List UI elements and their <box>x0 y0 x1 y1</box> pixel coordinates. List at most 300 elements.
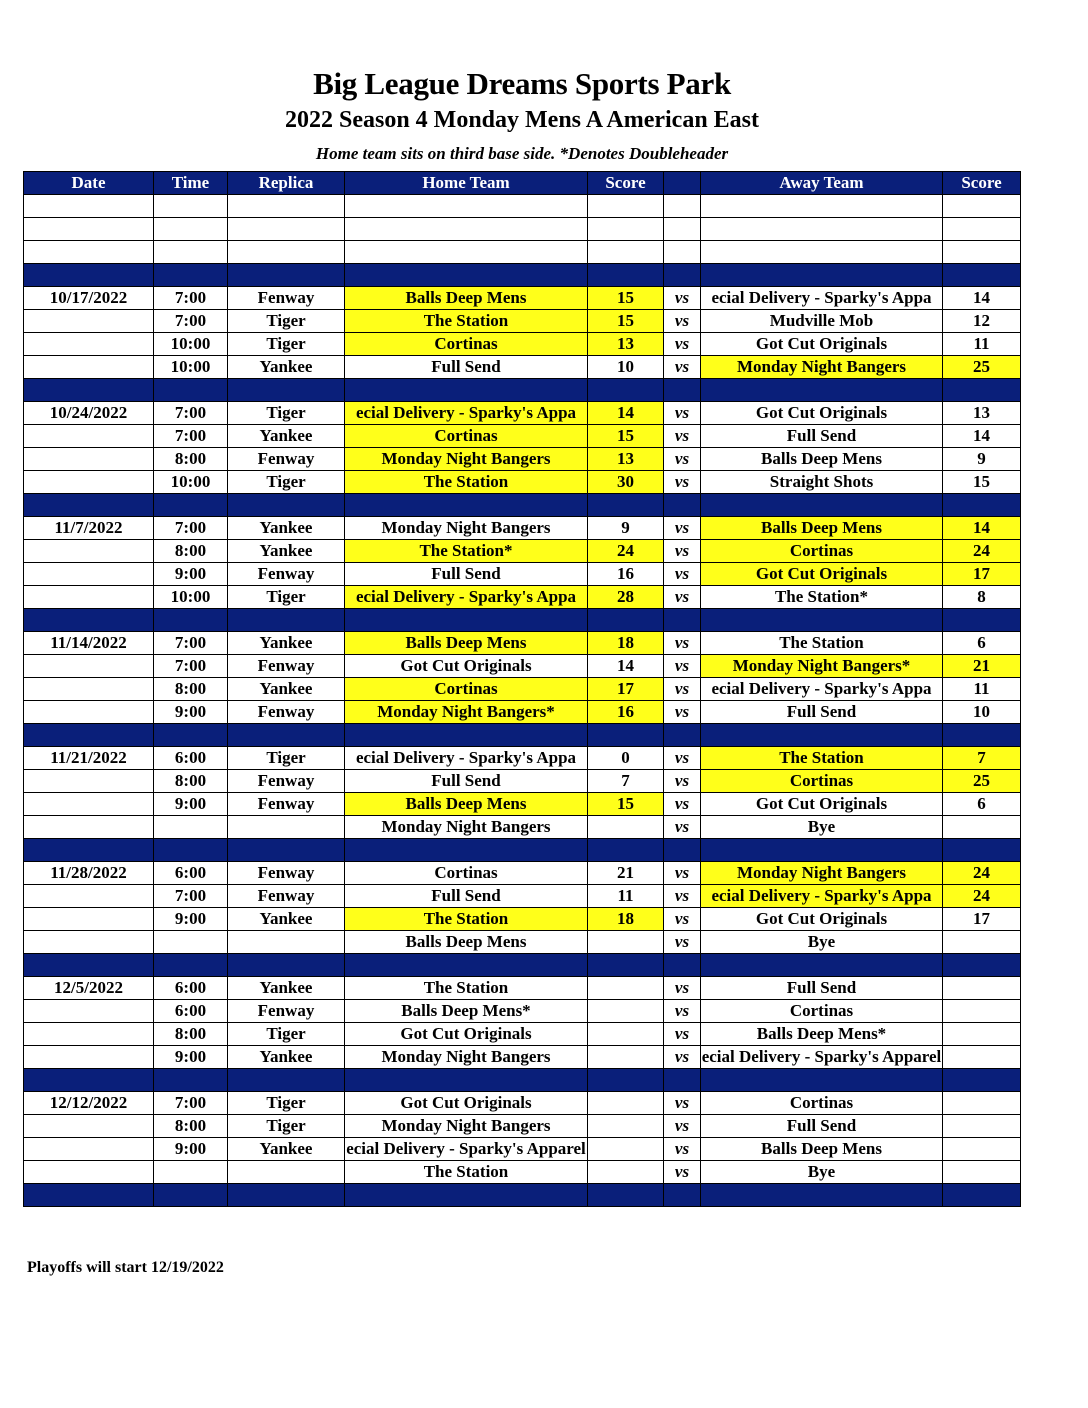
date-cell <box>24 1000 154 1023</box>
away-team-cell: Full Send <box>701 701 943 724</box>
date-cell <box>24 816 154 839</box>
replica-cell: Tiger <box>228 1023 345 1046</box>
date-cell: 12/5/2022 <box>24 977 154 1000</box>
date-cell <box>24 540 154 563</box>
home-score-cell: 24 <box>588 540 664 563</box>
table-row <box>24 402 1021 425</box>
home-score-cell: 16 <box>588 701 664 724</box>
home-score-cell: 9 <box>588 517 664 540</box>
away-team-cell: The Station <box>701 632 943 655</box>
date-cell <box>24 885 154 908</box>
home-team-cell: Full Send <box>345 563 588 586</box>
table-row <box>24 908 1021 931</box>
home-score-cell: 11 <box>588 885 664 908</box>
away-score-cell <box>943 1161 1021 1184</box>
away-score-cell <box>943 724 1021 747</box>
table-row <box>24 1023 1021 1046</box>
home-score-cell: 18 <box>588 632 664 655</box>
vs-cell: vs <box>664 655 701 678</box>
away-team-cell: Cortinas <box>701 770 943 793</box>
time-cell: 8:00 <box>154 540 228 563</box>
away-team-cell: ecial Delivery - Sparky's Appa <box>701 885 943 908</box>
table-row <box>24 1138 1021 1161</box>
time-cell: 7:00 <box>154 1092 228 1115</box>
table-row <box>24 287 1021 310</box>
home-team-cell: Full Send <box>345 885 588 908</box>
replica-cell: Yankee <box>228 517 345 540</box>
away-score-cell: 25 <box>943 356 1021 379</box>
away-score-cell: 25 <box>943 770 1021 793</box>
date-cell <box>24 218 154 241</box>
home-score-cell: 14 <box>588 402 664 425</box>
away-score-cell: 15 <box>943 471 1021 494</box>
playoffs-note: Playoffs will start 12/19/2022 <box>27 1259 224 1276</box>
replica-cell: Fenway <box>228 793 345 816</box>
away-score-cell: 24 <box>943 885 1021 908</box>
home-score-cell <box>588 1184 664 1207</box>
date-cell <box>24 586 154 609</box>
time-cell: 10:00 <box>154 586 228 609</box>
blank-row <box>24 218 1021 241</box>
replica-cell <box>228 195 345 218</box>
home-score-cell <box>588 1161 664 1184</box>
home-team-cell <box>345 954 588 977</box>
replica-cell: Yankee <box>228 908 345 931</box>
away-team-cell <box>701 609 943 632</box>
time-cell: 8:00 <box>154 1115 228 1138</box>
replica-cell: Yankee <box>228 540 345 563</box>
table-row <box>24 563 1021 586</box>
vs-cell: vs <box>664 862 701 885</box>
vs-cell: vs <box>664 540 701 563</box>
away-score-cell <box>943 1046 1021 1069</box>
away-team-cell: Monday Night Bangers <box>701 862 943 885</box>
away-score-cell <box>943 1138 1021 1161</box>
away-team-cell: Bye <box>701 816 943 839</box>
schedule-note: Home team sits on third base side. *Denotes Doubleheader <box>315 144 729 163</box>
table-row <box>24 425 1021 448</box>
vs-cell <box>664 379 701 402</box>
date-cell <box>24 1161 154 1184</box>
date-cell: 10/17/2022 <box>24 287 154 310</box>
replica-cell <box>228 931 345 954</box>
vs-cell: vs <box>664 448 701 471</box>
away-team-cell <box>701 195 943 218</box>
table-row <box>24 310 1021 333</box>
replica-cell: Fenway <box>228 287 345 310</box>
date-cell <box>24 1115 154 1138</box>
replica-cell <box>228 1069 345 1092</box>
date-cell <box>24 356 154 379</box>
home-score-cell: 17 <box>588 678 664 701</box>
table-row <box>24 517 1021 540</box>
home-team-cell <box>345 1184 588 1207</box>
replica-cell <box>228 1184 345 1207</box>
date-cell <box>24 448 154 471</box>
away-score-cell <box>943 839 1021 862</box>
home-score-cell <box>588 218 664 241</box>
away-score-cell: 9 <box>943 448 1021 471</box>
home-team-cell: Cortinas <box>345 425 588 448</box>
vs-cell <box>664 218 701 241</box>
time-cell: 10:00 <box>154 471 228 494</box>
away-team-cell: Balls Deep Mens <box>701 517 943 540</box>
home-team-cell <box>345 241 588 264</box>
vs-cell: vs <box>664 1092 701 1115</box>
replica-cell <box>228 494 345 517</box>
away-score-cell <box>943 1115 1021 1138</box>
home-score-cell <box>588 379 664 402</box>
replica-cell: Yankee <box>228 1046 345 1069</box>
home-team-cell: The Station* <box>345 540 588 563</box>
date-cell <box>24 563 154 586</box>
vs-cell: vs <box>664 1023 701 1046</box>
date-cell <box>24 931 154 954</box>
replica-cell: Tiger <box>228 747 345 770</box>
away-score-cell <box>943 1092 1021 1115</box>
vs-cell: vs <box>664 333 701 356</box>
replica-cell: Yankee <box>228 425 345 448</box>
home-team-cell: The Station <box>345 471 588 494</box>
vs-cell: vs <box>664 287 701 310</box>
home-score-cell: 14 <box>588 655 664 678</box>
home-score-cell: 18 <box>588 908 664 931</box>
vs-cell: vs <box>664 517 701 540</box>
away-score-cell: 14 <box>943 287 1021 310</box>
away-team-cell: Full Send <box>701 977 943 1000</box>
vs-cell: vs <box>664 977 701 1000</box>
home-team-cell: The Station <box>345 1161 588 1184</box>
home-score-cell: 16 <box>588 563 664 586</box>
vs-cell <box>664 609 701 632</box>
home-score-cell <box>588 954 664 977</box>
vs-cell <box>664 195 701 218</box>
vs-cell <box>664 494 701 517</box>
home-team-cell: Balls Deep Mens* <box>345 1000 588 1023</box>
home-score-cell <box>588 1000 664 1023</box>
away-team-cell: Bye <box>701 931 943 954</box>
away-score-cell: 7 <box>943 747 1021 770</box>
away-team-cell: Straight Shots <box>701 471 943 494</box>
table-row <box>24 678 1021 701</box>
table-row <box>24 471 1021 494</box>
column-header-home-team: Home Team <box>345 172 588 195</box>
away-team-cell: ecial Delivery - Sparky's Apparel <box>701 1046 943 1069</box>
time-cell: 9:00 <box>154 701 228 724</box>
home-team-cell <box>345 264 588 287</box>
home-score-cell <box>588 195 664 218</box>
time-cell: 8:00 <box>154 1023 228 1046</box>
home-score-cell: 21 <box>588 862 664 885</box>
vs-cell: vs <box>664 770 701 793</box>
away-team-cell <box>701 379 943 402</box>
page-title: Big League Dreams Sports Park <box>313 66 731 101</box>
replica-cell: Yankee <box>228 678 345 701</box>
home-score-cell <box>588 977 664 1000</box>
replica-cell: Fenway <box>228 701 345 724</box>
table-row <box>24 586 1021 609</box>
column-header-home-score: Score <box>588 172 664 195</box>
time-cell <box>154 241 228 264</box>
home-score-cell <box>588 1023 664 1046</box>
table-row <box>24 356 1021 379</box>
replica-cell: Tiger <box>228 1115 345 1138</box>
table-row <box>24 885 1021 908</box>
vs-cell <box>664 241 701 264</box>
date-cell <box>24 241 154 264</box>
replica-cell: Fenway <box>228 1000 345 1023</box>
away-score-cell <box>943 1184 1021 1207</box>
away-score-cell <box>943 977 1021 1000</box>
vs-cell <box>664 264 701 287</box>
away-team-cell: ecial Delivery - Sparky's Appa <box>701 678 943 701</box>
vs-cell: vs <box>664 1138 701 1161</box>
date-cell <box>24 494 154 517</box>
table-row <box>24 701 1021 724</box>
replica-cell: Fenway <box>228 655 345 678</box>
away-score-cell <box>943 954 1021 977</box>
column-header-date: Date <box>24 172 154 195</box>
vs-cell: vs <box>664 1115 701 1138</box>
home-score-cell: 13 <box>588 333 664 356</box>
date-cell <box>24 1184 154 1207</box>
time-cell <box>154 494 228 517</box>
away-team-cell: Got Cut Originals <box>701 563 943 586</box>
time-cell <box>154 1161 228 1184</box>
time-cell: 6:00 <box>154 862 228 885</box>
time-cell <box>154 816 228 839</box>
replica-cell: Yankee <box>228 356 345 379</box>
home-team-cell: ecial Delivery - Sparky's Appa <box>345 402 588 425</box>
date-cell <box>24 1046 154 1069</box>
table-row <box>24 632 1021 655</box>
date-cell <box>24 379 154 402</box>
time-cell: 7:00 <box>154 287 228 310</box>
replica-cell: Yankee <box>228 1138 345 1161</box>
date-cell <box>24 655 154 678</box>
table-row <box>24 1000 1021 1023</box>
table-row <box>24 333 1021 356</box>
vs-cell <box>664 724 701 747</box>
replica-cell <box>228 609 345 632</box>
time-cell: 7:00 <box>154 402 228 425</box>
vs-cell: vs <box>664 471 701 494</box>
home-score-cell <box>588 816 664 839</box>
away-team-cell <box>701 954 943 977</box>
week-separator-row <box>24 494 1021 517</box>
table-row <box>24 1115 1021 1138</box>
replica-cell <box>228 218 345 241</box>
away-team-cell <box>701 494 943 517</box>
away-team-cell <box>701 241 943 264</box>
time-cell <box>154 1184 228 1207</box>
away-team-cell <box>701 264 943 287</box>
home-team-cell <box>345 609 588 632</box>
home-score-cell: 15 <box>588 793 664 816</box>
away-team-cell: Bye <box>701 1161 943 1184</box>
home-score-cell: 15 <box>588 310 664 333</box>
home-team-cell: Cortinas <box>345 862 588 885</box>
vs-cell <box>664 954 701 977</box>
away-team-cell: The Station <box>701 747 943 770</box>
home-score-cell <box>588 241 664 264</box>
time-cell: 9:00 <box>154 563 228 586</box>
date-cell <box>24 425 154 448</box>
away-score-cell <box>943 1000 1021 1023</box>
home-team-cell <box>345 218 588 241</box>
away-score-cell: 6 <box>943 632 1021 655</box>
home-score-cell: 30 <box>588 471 664 494</box>
vs-cell: vs <box>664 425 701 448</box>
table-row <box>24 770 1021 793</box>
away-score-cell: 6 <box>943 793 1021 816</box>
away-score-cell: 14 <box>943 425 1021 448</box>
away-team-cell <box>701 839 943 862</box>
date-cell: 11/28/2022 <box>24 862 154 885</box>
time-cell: 7:00 <box>154 885 228 908</box>
home-score-cell <box>588 1069 664 1092</box>
away-team-cell: Balls Deep Mens <box>701 1138 943 1161</box>
home-score-cell: 13 <box>588 448 664 471</box>
time-cell: 10:00 <box>154 333 228 356</box>
time-cell: 9:00 <box>154 1046 228 1069</box>
replica-cell: Tiger <box>228 586 345 609</box>
time-cell <box>154 839 228 862</box>
date-cell <box>24 701 154 724</box>
table-row <box>24 448 1021 471</box>
vs-cell: vs <box>664 747 701 770</box>
home-team-cell: Got Cut Originals <box>345 1092 588 1115</box>
date-cell: 11/14/2022 <box>24 632 154 655</box>
away-score-cell <box>943 218 1021 241</box>
time-cell <box>154 1069 228 1092</box>
away-score-cell <box>943 1023 1021 1046</box>
away-score-cell <box>943 379 1021 402</box>
home-team-cell <box>345 494 588 517</box>
vs-cell: vs <box>664 632 701 655</box>
replica-cell <box>228 1161 345 1184</box>
home-team-cell: Balls Deep Mens <box>345 287 588 310</box>
week-separator-row <box>24 839 1021 862</box>
vs-cell: vs <box>664 1046 701 1069</box>
column-header-away-team: Away Team <box>701 172 943 195</box>
home-score-cell <box>588 839 664 862</box>
away-team-cell: Got Cut Originals <box>701 908 943 931</box>
date-cell <box>24 954 154 977</box>
week-separator-row <box>24 379 1021 402</box>
vs-cell: vs <box>664 1161 701 1184</box>
week-separator-row <box>24 954 1021 977</box>
table-row <box>24 816 1021 839</box>
away-team-cell: Got Cut Originals <box>701 793 943 816</box>
vs-cell: vs <box>664 586 701 609</box>
time-cell: 7:00 <box>154 655 228 678</box>
date-cell: 11/21/2022 <box>24 747 154 770</box>
week-separator-row <box>24 1184 1021 1207</box>
date-cell <box>24 724 154 747</box>
away-team-cell: Got Cut Originals <box>701 402 943 425</box>
vs-cell: vs <box>664 931 701 954</box>
date-cell <box>24 1138 154 1161</box>
home-score-cell <box>588 1115 664 1138</box>
column-header-away-score: Score <box>943 172 1021 195</box>
vs-cell: vs <box>664 678 701 701</box>
schedule-table <box>23 171 1021 1207</box>
date-cell: 12/12/2022 <box>24 1092 154 1115</box>
home-score-cell <box>588 494 664 517</box>
time-cell: 7:00 <box>154 425 228 448</box>
home-score-cell <box>588 264 664 287</box>
replica-cell <box>228 954 345 977</box>
away-team-cell <box>701 1069 943 1092</box>
table-row <box>24 931 1021 954</box>
vs-cell: vs <box>664 908 701 931</box>
date-cell <box>24 793 154 816</box>
replica-cell <box>228 264 345 287</box>
date-cell <box>24 264 154 287</box>
time-cell: 6:00 <box>154 977 228 1000</box>
home-team-cell: Balls Deep Mens <box>345 632 588 655</box>
away-team-cell: The Station* <box>701 586 943 609</box>
home-team-cell: Monday Night Bangers <box>345 448 588 471</box>
away-score-cell <box>943 931 1021 954</box>
column-header-vs <box>664 172 701 195</box>
away-score-cell <box>943 494 1021 517</box>
date-cell <box>24 678 154 701</box>
table-row <box>24 1046 1021 1069</box>
date-cell <box>24 770 154 793</box>
away-score-cell <box>943 264 1021 287</box>
home-team-cell: Balls Deep Mens <box>345 793 588 816</box>
home-team-cell: The Station <box>345 310 588 333</box>
replica-cell: Fenway <box>228 885 345 908</box>
replica-cell <box>228 839 345 862</box>
home-team-cell: Full Send <box>345 356 588 379</box>
table-row <box>24 655 1021 678</box>
table-row <box>24 1161 1021 1184</box>
time-cell: 6:00 <box>154 1000 228 1023</box>
away-team-cell: Balls Deep Mens* <box>701 1023 943 1046</box>
home-team-cell: Monday Night Bangers <box>345 816 588 839</box>
away-team-cell: Cortinas <box>701 1092 943 1115</box>
away-team-cell: Cortinas <box>701 1000 943 1023</box>
replica-cell: Tiger <box>228 333 345 356</box>
home-score-cell <box>588 609 664 632</box>
home-team-cell: Got Cut Originals <box>345 1023 588 1046</box>
vs-cell: vs <box>664 1000 701 1023</box>
vs-cell: vs <box>664 402 701 425</box>
vs-cell: vs <box>664 885 701 908</box>
time-cell: 9:00 <box>154 908 228 931</box>
column-header-replica: Replica <box>228 172 345 195</box>
date-cell <box>24 471 154 494</box>
time-cell <box>154 724 228 747</box>
date-cell: 10/24/2022 <box>24 402 154 425</box>
away-score-cell: 11 <box>943 678 1021 701</box>
home-score-cell: 10 <box>588 356 664 379</box>
week-separator-row <box>24 1069 1021 1092</box>
home-team-cell: ecial Delivery - Sparky's Appa <box>345 747 588 770</box>
vs-cell: vs <box>664 816 701 839</box>
table-row <box>24 540 1021 563</box>
time-cell <box>154 218 228 241</box>
away-score-cell: 8 <box>943 586 1021 609</box>
table-row <box>24 747 1021 770</box>
home-team-cell <box>345 724 588 747</box>
away-team-cell: Full Send <box>701 1115 943 1138</box>
date-cell <box>24 333 154 356</box>
time-cell: 6:00 <box>154 747 228 770</box>
